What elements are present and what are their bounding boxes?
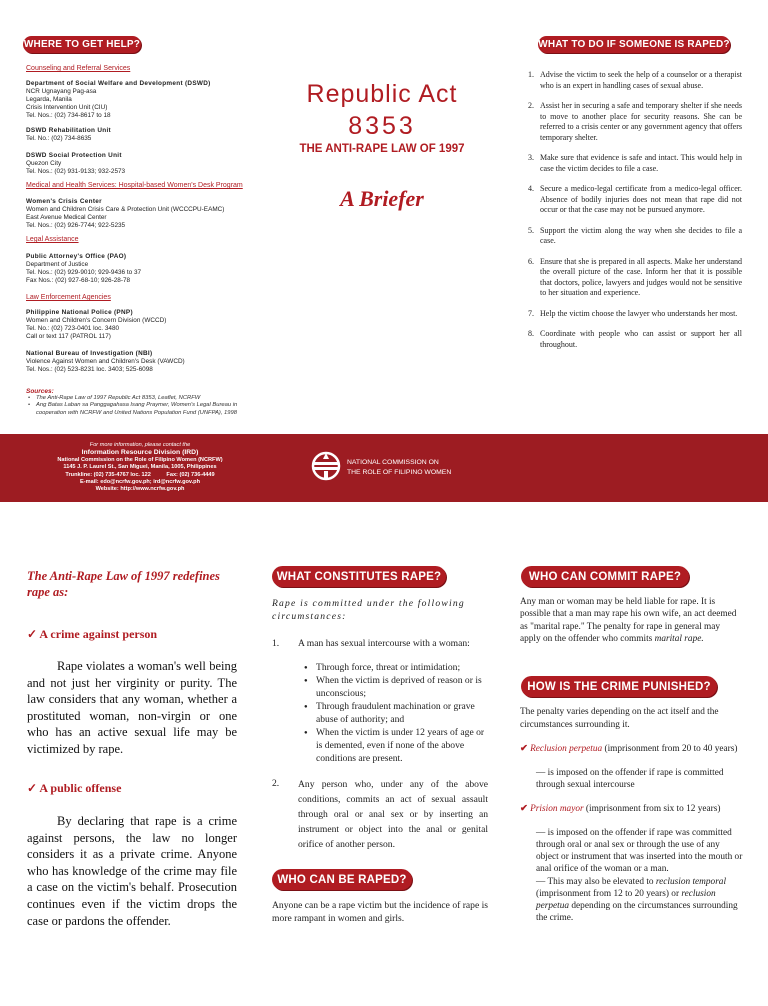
nbi-block — [26, 350, 266, 374]
agency-line: Violence Against Women and Children's Desk (VAWCD) — [26, 358, 185, 365]
todo-item: 1. Advise the victim to seek the help of a counselor or a therapist who is an expert in handling cases of sexual abuse. — [536, 70, 742, 91]
penalty-desc: (imprisonment from 20 to 40 years) — [604, 744, 738, 754]
agency-name: Women's Crisis Center — [26, 198, 102, 205]
agency-name: National Bureau of Investigation (NBI) — [26, 350, 153, 357]
constitutes-item-2: Any person who, under any of the above conditions, commits an act of sexual assault through oral or anal sex or by inserting an instrument or object into the anal or genital orifice of another person. — [298, 779, 488, 850]
cover-title-line1: Republic Act — [306, 80, 458, 108]
law-enforcement-section-link[interactable]: Law Enforcement Agencies — [26, 294, 111, 301]
pnp-block — [26, 309, 266, 341]
ncrfw-name: National Commission on the Role of Filipino Women (NCRFW) — [57, 456, 223, 463]
todo-item: 6. Ensure that she is prepared in all aspects. Make her understand the overall picture of the case. Inform her that it is possible that doctors, police, lawyers and judges would not be sensitive to her situation and experience. — [536, 257, 742, 299]
todo-item: 4. Secure a medico-legal certificate from a medico-legal officer. Absence of bodily injuries does not mean that rape did not occur or that the case may not be pursued anymore. — [536, 184, 742, 216]
agency-line: Women and Children's Concern Division (WCCD) — [26, 317, 167, 324]
prision-mayor-elevation — [536, 876, 744, 924]
reclusion-perpetua-term: reclusion perpetua — [536, 889, 716, 911]
agency-line: Women and Children Crisis Care & Protection Unit (WCCCPU-EAMC) — [26, 206, 225, 213]
phones: Trunkline: (02) 735-4767 loc. 122 Fax: (02) 736-4449 — [65, 471, 215, 478]
reclusion-perpetua-text: — is imposed on the offender if rape is committed through sexual intercourse — [536, 768, 724, 790]
org-name — [347, 458, 451, 477]
agency-line: Tel. Nos.: (02) 929-9010; 929-9436 to 37 — [26, 269, 142, 276]
cover-subtitle: THE ANTI-RAPE LAW OF 1997 — [299, 143, 465, 155]
wcc-block — [26, 198, 276, 230]
source-item: • Ang Batas Laban sa Panggagahasa Isang Praymer, Women's Legal Bureau in cooperation with NCRFW and United Nations Population Fund (UNFPA), 1998 — [28, 402, 238, 416]
todo-item: 7. Help the victim choose the lawyer who understands her most. — [536, 309, 742, 320]
conditions-list — [300, 661, 490, 765]
checkmark-icon: ✓ — [27, 781, 38, 795]
todo-item: 8. Coordinate with people who can assist or support her all throughout. — [536, 329, 742, 350]
constitutes-item-1: A man has sexual intercourse with a woman: — [298, 638, 470, 649]
agency-name: Public Attorney's Office (PAO) — [26, 253, 127, 260]
website[interactable]: Website: http://www.ncrfw.gov.ph — [95, 486, 185, 493]
org-name-line2: THE ROLE OF FILIPINO WOMEN — [347, 468, 452, 476]
contact-footer-bar — [0, 434, 768, 502]
marital-rape-term: marital rape. — [654, 634, 704, 645]
public-offense-heading — [27, 781, 121, 796]
agency-line: Legarda, Manila — [26, 96, 72, 103]
sources-block — [26, 388, 256, 417]
punished-text: The penalty varies depending on the act itself and the circumstances surrounding it. — [520, 707, 719, 730]
prision-mayor-text: — is imposed on the offender if rape was committed through oral or anal sex or through the use of any object or instrument that was inserted into the mouth or anal orifice of the woman or a man. — [536, 828, 743, 874]
agency-line: Department of Justice — [26, 261, 89, 268]
inside-heading: The Anti-Rape Law of 1997 redefines rape as: — [27, 569, 220, 599]
sources-label: Sources: — [26, 388, 54, 395]
dswd-block — [26, 80, 266, 120]
agency-line: Tel. Nos.: (02) 523-8231 loc. 3403; 525-6098 — [26, 366, 153, 373]
ird-name: Information Resource Division (IRD) — [81, 449, 199, 457]
elevation-text: depending on the circumstances surrounding the crime. — [536, 901, 738, 923]
reclusion-temporal-term: reclusion temporal — [655, 877, 727, 887]
checkmark-icon: ✔ — [520, 744, 528, 754]
where-to-get-help-header: WHERE TO GET HELP? — [23, 36, 141, 53]
source-text: The Anti-Rape Law of 1997 Republic Act 8353, Leaflet, NCRFW — [36, 395, 201, 402]
agency-name: DSWD Social Protection Unit — [26, 152, 122, 159]
penalty-label: Reclusion perpetua — [530, 744, 603, 754]
contact-intro: For more information, please contact the — [89, 442, 191, 448]
contact-block — [20, 442, 260, 494]
penalty-label: Prision mayor — [530, 804, 584, 814]
crime-person-label: A crime against person — [39, 627, 158, 641]
cover-title-line2: 8353 — [348, 112, 416, 140]
legal-section-link[interactable]: Legal Assistance — [26, 236, 79, 243]
who-commit-body: Any man or woman may be held liable for rape. It is possible that a man may rape his own wife, an act deemed as "marital rape." The penalty for rape in general may apply on the offender who commits — [520, 597, 737, 645]
elevation-text: — This may also be elevated to — [536, 877, 654, 887]
dswd-rehab-block — [26, 127, 266, 143]
medical-section-link[interactable]: Medical and Health Services: Hospital-based Women's Desk Program — [26, 182, 243, 189]
address: 1145 J. P. Laurel St., San Miguel, Manila, 1005, Philippines — [63, 464, 217, 471]
prision-mayor-item — [520, 803, 744, 816]
agency-line: Call or text 117 (PATROL 117) — [26, 333, 111, 340]
crime-person-text: Rape violates a woman's well being and not just her virginity or purity. The law considers that any woman, whether a prostituted woman, non-virgin or one who has an active sexual life may be victimized by rape. — [27, 659, 237, 756]
agency-name: DSWD Rehabilitation Unit — [26, 127, 111, 134]
agency-name: Department of Social Welfare and Development (DSWD) — [26, 80, 211, 87]
pao-block — [26, 253, 266, 285]
todo-item: 2. Assist her in securing a safe and temporary shelter if she needs to move to another place for security reasons. She can be referred to a crisis center or any government agency that offers temporary shelter. — [536, 101, 742, 143]
who-can-commit-rape-header: WHO CAN COMMIT RAPE? — [521, 566, 689, 587]
source-item: • The Anti-Rape Law of 1997 Republic Act 8353, Leaflet, NCRFW — [28, 395, 201, 402]
what-constitutes-rape-header: WHAT CONSTITUTES RAPE? — [272, 566, 446, 587]
item-number: 2. — [272, 778, 280, 789]
who-can-commit-text — [520, 596, 742, 646]
condition-item: ● Through force, threat or intimidation; — [316, 661, 490, 674]
agency-line: Tel. Nos.: (02) 931-9133; 932-2573 — [26, 168, 126, 175]
todo-item: 3. Make sure that evidence is safe and intact. This would help in case the victim decides to file a case. — [536, 153, 742, 174]
penalty-desc: (imprisonment from six to 12 years) — [585, 804, 721, 814]
agency-line: Tel. Nos.: (02) 734-8617 to 18 — [26, 112, 111, 119]
reclusion-perpetua-item — [520, 743, 744, 756]
todo-item: 5. Support the victim along the way when she decides to file a case. — [536, 226, 742, 247]
condition-item: ● When the victim is under 12 years of age or is demented, even if none of the above conditions are present. — [316, 726, 490, 765]
agency-line: Fax Nos.: (02) 927-68-10; 926-28-78 — [26, 277, 131, 284]
crime-against-person-heading — [27, 627, 157, 642]
agency-name: Philippine National Police (PNP) — [26, 309, 133, 316]
constitutes-intro: Rape is committed under the following circumstances: — [272, 598, 465, 622]
counseling-section-link[interactable]: Counseling and Referral Services — [26, 65, 131, 72]
item-number: 1. — [272, 638, 280, 649]
how-punished-header: HOW IS THE CRIME PUNISHED? — [521, 676, 717, 697]
org-name-line1: NATIONAL COMMISSION ON — [347, 459, 439, 466]
condition-item: ● When the victim is deprived of reason or is unconscious; — [316, 674, 490, 700]
agency-line: NCR Ugnayang Pag-asa — [26, 88, 97, 95]
agency-line: Tel. Nos.: (02) 926-7744; 922-5235 — [26, 222, 126, 229]
condition-item: ● Through fraudulent machination or grave abuse of authority; and — [316, 700, 490, 726]
agency-line: Crisis Intervention Unit (CIU) — [26, 104, 108, 111]
dswd-social-block — [26, 152, 266, 176]
source-text: Ang Batas Laban sa Panggagahasa Isang Praymer, Women's Legal Bureau in cooperation with NCRFW and United Nations Population Fund (UNFPA), 1998 — [36, 402, 238, 416]
what-to-do-header: WHAT TO DO IF SOMEONE IS RAPED? — [538, 36, 730, 53]
who-can-be-raped-header: WHO CAN BE RAPED? — [272, 869, 412, 890]
public-offense-text: By declaring that rape is a crime against persons, the law no longer considers it as a private crime. Anyone who has knowledge of the crime may file a case on the victim's behalf. Prosecution continues even if the victim drops the case or pardons the offender. — [27, 814, 237, 928]
email[interactable]: E-mail: edo@ncrfw.gov.ph; ird@ncrfw.gov.ph — [80, 479, 200, 486]
what-to-do-list — [518, 70, 742, 360]
agency-line: East Avenue Medical Center — [26, 214, 107, 221]
checkmark-icon: ✓ — [27, 627, 38, 641]
ncrfw-logo-icon — [310, 450, 342, 482]
checkmark-icon: ✔ — [520, 804, 528, 814]
cover-briefer: A Briefer — [340, 186, 424, 211]
agency-line: Quezon City — [26, 160, 62, 167]
who-can-be-raped-text: Anyone can be a rape victim but the incidence of rape is more rampant in women and girls. — [272, 900, 489, 924]
agency-line: Tel. No.: (02) 723-0401 loc. 3480 — [26, 325, 120, 332]
elevation-text: (imprisonment from 12 to 20 years) or — [536, 889, 680, 899]
agency-line: Tel. No.: (02) 734-8635 — [26, 135, 92, 142]
public-offense-label: A public offense — [39, 781, 122, 795]
